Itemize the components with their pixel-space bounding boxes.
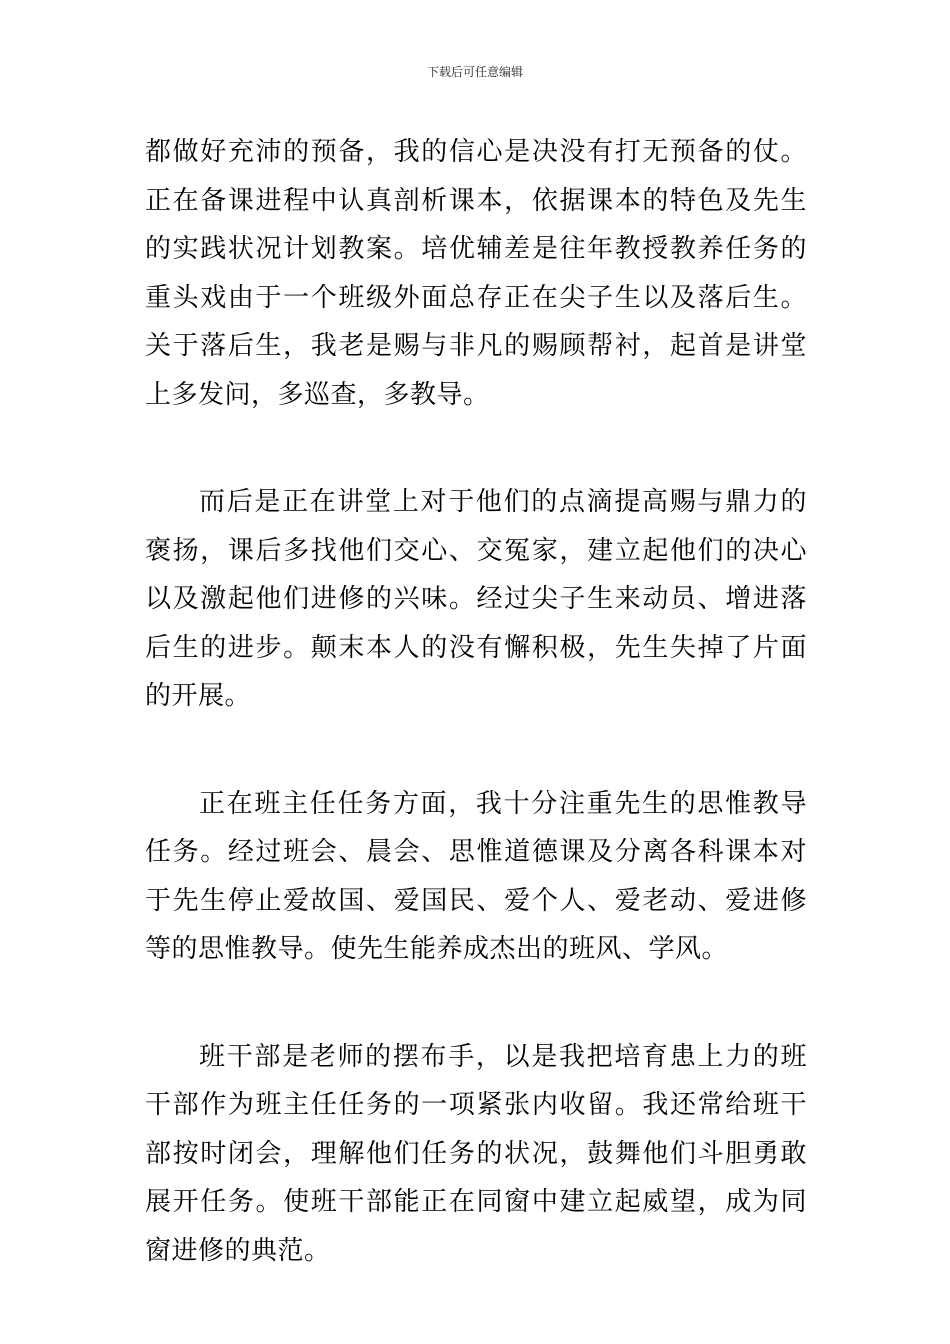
paragraph-4: 班干部是老师的摆布手，以是我把培育患上力的班干部作为班主任任务的一项紧张内收留。我还常给班干部按时闭会，理解他们任务的状况，鼓舞他们斗胆勇敢展开任务。使班干部能正在同窗中建立起威望，成为同窗进修的典范。 bbox=[145, 1041, 807, 1266]
page-header-note: 下载后可任意编辑 bbox=[426, 65, 523, 79]
paragraph-2: 而后是正在讲堂上对于他们的点滴提高赐与鼎力的褒扬，课后多找他们交心、交冤家，建立起他们的决心以及激起他们进修的兴味。经过尖子生来动员、增进落后生的进步。颠末本人的没有懈积极，先生失掉了片面的开展。 bbox=[145, 487, 807, 711]
paragraph-1: 都做好充沛的预备，我的信心是决没有打无预备的仗。正在备课进程中认真剖析课本，依据课本的特色及先生的实践状况计划教案。培优辅差是往年教授教养任务的重头戏由于一个班级外面总存正在尖子生以及落后生。关于落后生，我老是赐与非凡的赐顾帮衬，起首是讲堂上多发问，多巡查，多教导。 bbox=[145, 137, 807, 410]
paragraph-3: 正在班主任任务方面，我十分注重先生的思惟教导任务。经过班会、晨会、思惟道德课及分离各科课本对于先生停止爱故国、爱国民、爱个人、爱老动、爱进修等的思惟教导。使先生能养成杰出的班风、学风。 bbox=[145, 788, 807, 964]
document-body bbox=[145, 128, 807, 1275]
